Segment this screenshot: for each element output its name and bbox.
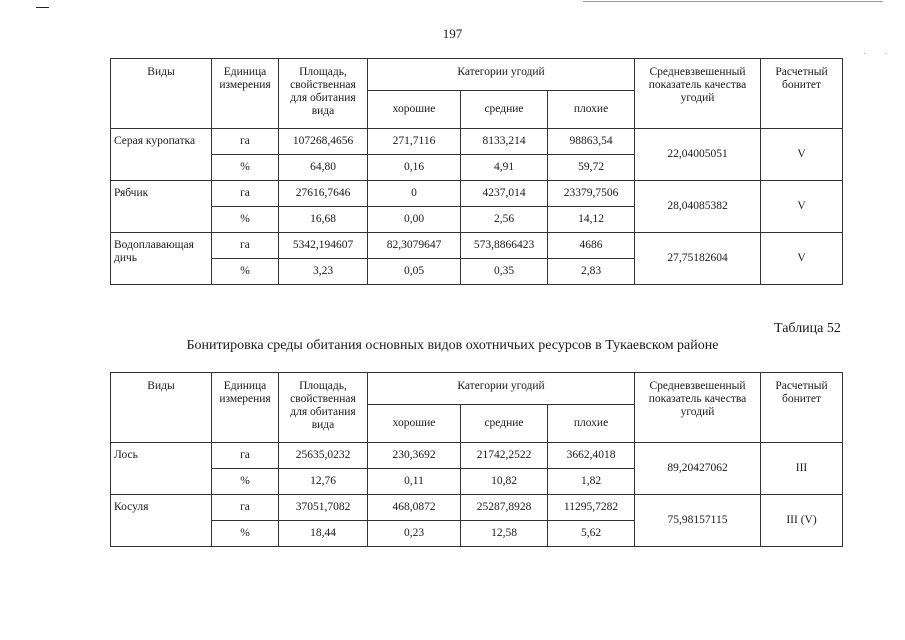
medium-cell: 10,82 [461,469,548,495]
medium-cell: 4,91 [461,155,548,181]
poor-cell: 23379,7506 [548,181,635,207]
unit-cell: га [212,181,279,207]
medium-cell: 0,35 [461,259,548,285]
header-categories: Категории угодий [368,59,635,91]
poor-cell: 4686 [548,233,635,259]
scan-dots: . . [863,46,895,57]
unit-cell: % [212,207,279,233]
poor-cell: 59,72 [548,155,635,181]
poor-cell: 14,12 [548,207,635,233]
species-name: Косуля [111,495,212,547]
header-good: хорошие [368,405,461,443]
header-quality: Средневзвешенный показатель качества угодий [635,59,761,129]
medium-cell: 8133,214 [461,129,548,155]
unit-cell: % [212,521,279,547]
header-categories: Категории угодий [368,373,635,405]
good-cell: 0,00 [368,207,461,233]
poor-cell: 2,83 [548,259,635,285]
poor-cell: 98863,54 [548,129,635,155]
table-row [111,233,843,259]
bonitet-cell: V [761,233,843,285]
good-cell: 0 [368,181,461,207]
page-number: 197 [442,26,463,41]
area-cell: 12,76 [279,469,368,495]
species-name: Лось [111,443,212,495]
medium-cell: 25287,8928 [461,495,548,521]
header-quality: Средневзвешенный показатель качества угодий [635,373,761,443]
species-name: Рябчик [111,181,212,233]
header-medium: средние [461,405,548,443]
poor-cell: 3662,4018 [548,443,635,469]
header-species: Виды [111,373,212,443]
species-name: Серая куропатка [111,129,212,181]
table-body [111,129,843,285]
poor-cell: 11295,7282 [548,495,635,521]
good-cell: 0,11 [368,469,461,495]
poor-cell: 5,62 [548,521,635,547]
table-row [111,181,843,207]
unit-cell: га [212,233,279,259]
area-cell: 107268,4656 [279,129,368,155]
table-caption: Таблица 52 [774,321,841,336]
scan-rule [583,1,883,2]
table-title: Бонитировка среды обитания основных видов охотничьих ресурсов в Тукаевском районе [186,338,719,353]
medium-cell: 12,58 [461,521,548,547]
good-cell: 0,05 [368,259,461,285]
area-cell: 16,68 [279,207,368,233]
header-poor: плохие [548,91,635,129]
area-cell: 64,80 [279,155,368,181]
scan-mark [36,7,49,8]
unit-cell: % [212,155,279,181]
poor-cell: 1,82 [548,469,635,495]
header-area: Площадь, свойственная для обитания вида [279,373,368,443]
area-cell: 27616,7646 [279,181,368,207]
area-cell: 5342,194607 [279,233,368,259]
header-bonitet: Расчетный бонитет [761,373,843,443]
good-cell: 0,23 [368,521,461,547]
good-cell: 0,16 [368,155,461,181]
species-name: Водоплавающая дичь [111,233,212,285]
table-row [111,495,843,521]
quality-cell: 75,98157115 [635,495,761,547]
quality-cell: 27,75182604 [635,233,761,285]
unit-cell: га [212,443,279,469]
header-unit: Единица измерения [212,59,279,129]
unit-cell: га [212,495,279,521]
area-cell: 3,23 [279,259,368,285]
area-cell: 37051,7082 [279,495,368,521]
bonitet-cell: III (V) [761,495,843,547]
medium-cell: 2,56 [461,207,548,233]
habitat-table-2 [110,372,843,547]
header-medium: средние [461,91,548,129]
medium-cell: 21742,2522 [461,443,548,469]
good-cell: 230,3692 [368,443,461,469]
unit-cell: % [212,469,279,495]
good-cell: 82,3079647 [368,233,461,259]
habitat-table-1 [110,58,843,285]
medium-cell: 4237,014 [461,181,548,207]
table-body [111,443,843,547]
table-row [111,443,843,469]
header-poor: плохие [548,405,635,443]
good-cell: 271,7116 [368,129,461,155]
header-unit: Единица измерения [212,373,279,443]
header-good: хорошие [368,91,461,129]
quality-cell: 28,04085382 [635,181,761,233]
header-bonitet: Расчетный бонитет [761,59,843,129]
bonitet-cell: V [761,181,843,233]
quality-cell: 22,04005051 [635,129,761,181]
bonitet-cell: III [761,443,843,495]
table-row [111,129,843,155]
unit-cell: % [212,259,279,285]
quality-cell: 89,20427062 [635,443,761,495]
area-cell: 18,44 [279,521,368,547]
good-cell: 468,0872 [368,495,461,521]
header-species: Виды [111,59,212,129]
area-cell: 25635,0232 [279,443,368,469]
unit-cell: га [212,129,279,155]
header-area: Площадь, свойственная для обитания вида [279,59,368,129]
medium-cell: 573,8866423 [461,233,548,259]
bonitet-cell: V [761,129,843,181]
